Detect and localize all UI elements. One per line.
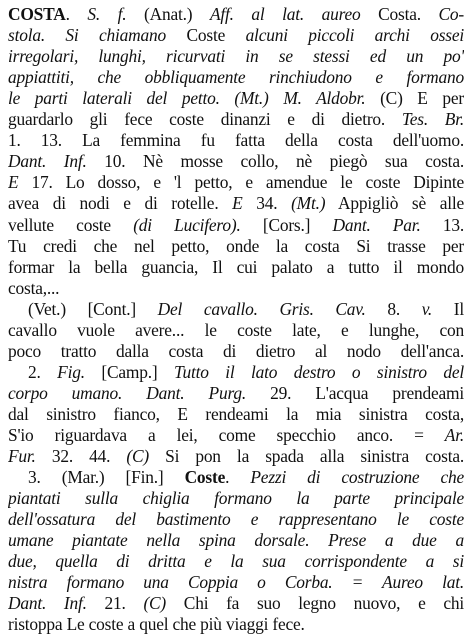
entry-text: ristoppa Le coste a quel che più viaggi fece. (8, 614, 305, 635)
entry-text: Pezzi di costruzione che (250, 467, 464, 488)
entry-text: irregolari, lunghi, ricurvati in se stessi ed un po' (8, 46, 464, 67)
entry-text: Tu credi che nel petto, onde la costa Si trasse per (8, 235, 464, 256)
entry-text: [Camp.] (84, 361, 174, 382)
entry-text: (C) (143, 593, 167, 614)
entry-text: [Cors.] (240, 214, 333, 235)
entry-text: piantati sulla chiglia formano la parte principale (8, 488, 464, 509)
entry-text: 10. Nè mosse collo, nè piegò sua costa. (86, 151, 464, 172)
entry-text: 34. (242, 193, 292, 214)
entry-text: vellute coste (8, 214, 134, 235)
entry-text: Fig. (57, 361, 85, 382)
entry-text: E (8, 172, 19, 193)
entry-text: umane piantate nella spina dorsale. Prese a due a (8, 530, 464, 551)
entry-text: M. Aldobr. (283, 88, 366, 109)
entry-text: S. f. (87, 4, 127, 24)
entry-text: Dant. Inf. (8, 151, 87, 172)
entry-text: 2. (28, 361, 58, 382)
entry-text (269, 88, 284, 108)
entry-text: Coste (184, 467, 226, 488)
entry-text: 17. Lo dosso, e 'l petto, e amendue le coste Dipinte (18, 172, 464, 193)
entry-text: Fur. (8, 446, 36, 467)
entry-text: avea di nodi e di rotelle. (8, 193, 233, 214)
entry-text: 3. (Mar.) [Fin.] (28, 467, 185, 488)
entry-text: E (232, 193, 243, 214)
entry-text: Ar. (444, 425, 464, 445)
entry-text: (C) E per (365, 88, 464, 109)
entry-text: Il (432, 298, 464, 319)
entry-text: nistra formano una Coppia o Corba. = Aureo lat. (8, 572, 464, 593)
entry-text: 1. 13. La femmina fu fatta della costa dell'uomo. (8, 130, 464, 151)
entry-text: 13. (420, 214, 464, 235)
entry-text: dell'ossatura del bastimento e rappresentano le coste (8, 509, 464, 530)
entry-text: 32. 44. (35, 446, 127, 467)
entry-text: S'io riguardava a lei, come specchio anco. = (8, 425, 445, 445)
entry-text: poco tratto dalla costa di dietro al nodo dell'anca. (8, 340, 464, 361)
entry-text: Co- (438, 4, 464, 24)
entry-text: (C) (126, 446, 149, 467)
entry-line (8, 612, 464, 636)
entry-text: Coste (166, 25, 246, 46)
entry-text: Aff. al lat. aureo (209, 4, 361, 24)
entry-text: (Vet.) [Cont.] (28, 298, 158, 319)
entry-text: guardarlo gli fece coste dinanzi e di dietro. (8, 109, 402, 130)
entry-text: costa,... (8, 277, 60, 298)
entry-text: due, quella di dritta e la sua corrispondente a si (8, 551, 464, 572)
entry-text: stola. Si chiamano (8, 25, 167, 46)
entry-text: le parti laterali del petto. (Mt.) (8, 88, 269, 109)
entry-text: Dant. Inf. (8, 593, 87, 614)
entry-text: (Mt.) (291, 193, 326, 214)
entry-text: (di Lucifero). (133, 214, 241, 235)
entry-text: . (65, 4, 88, 24)
entry-text: formar la bella guancia, Il cui palato a tutto il mondo (8, 256, 464, 277)
entry-text: 8. (365, 298, 422, 319)
entry-text: Tes. Br. (401, 109, 464, 130)
entry-text: Del cavallo. Gris. Cav. (157, 298, 366, 319)
entry-text: Costa. (360, 4, 439, 24)
entry-text: appiattiti, che obbliquamente rinchiudono e formano (8, 67, 464, 88)
entry-text: cavallo vuole avere... le coste late, e lunghe, con (8, 319, 464, 340)
entry-text: . (225, 467, 251, 488)
entry-text: Chi fa suo legno nuovo, e chi (166, 593, 464, 614)
entry-text: 21. (86, 593, 144, 614)
entry-text: v. (421, 298, 433, 319)
entry-text: 29. L'acqua prendeami (246, 382, 464, 403)
entry-text: (Anat.) (126, 4, 210, 24)
entry-text: Tutto il lato destro o sinistro del (173, 361, 464, 382)
entry-text: Si pon la spada alla sinistra costa. (148, 446, 464, 467)
entry-text: Dant. Par. (332, 214, 421, 235)
headword: COSTA (8, 4, 66, 24)
entry-text: corpo umano. Dant. Purg. (8, 382, 247, 403)
entry-text: dal sinistro fianco, E rendeami la mia sinistra costa, (8, 403, 464, 424)
entry-text: Appigliò sè alle (325, 193, 464, 214)
entry-text: alcuni piccoli archi ossei (245, 25, 464, 46)
